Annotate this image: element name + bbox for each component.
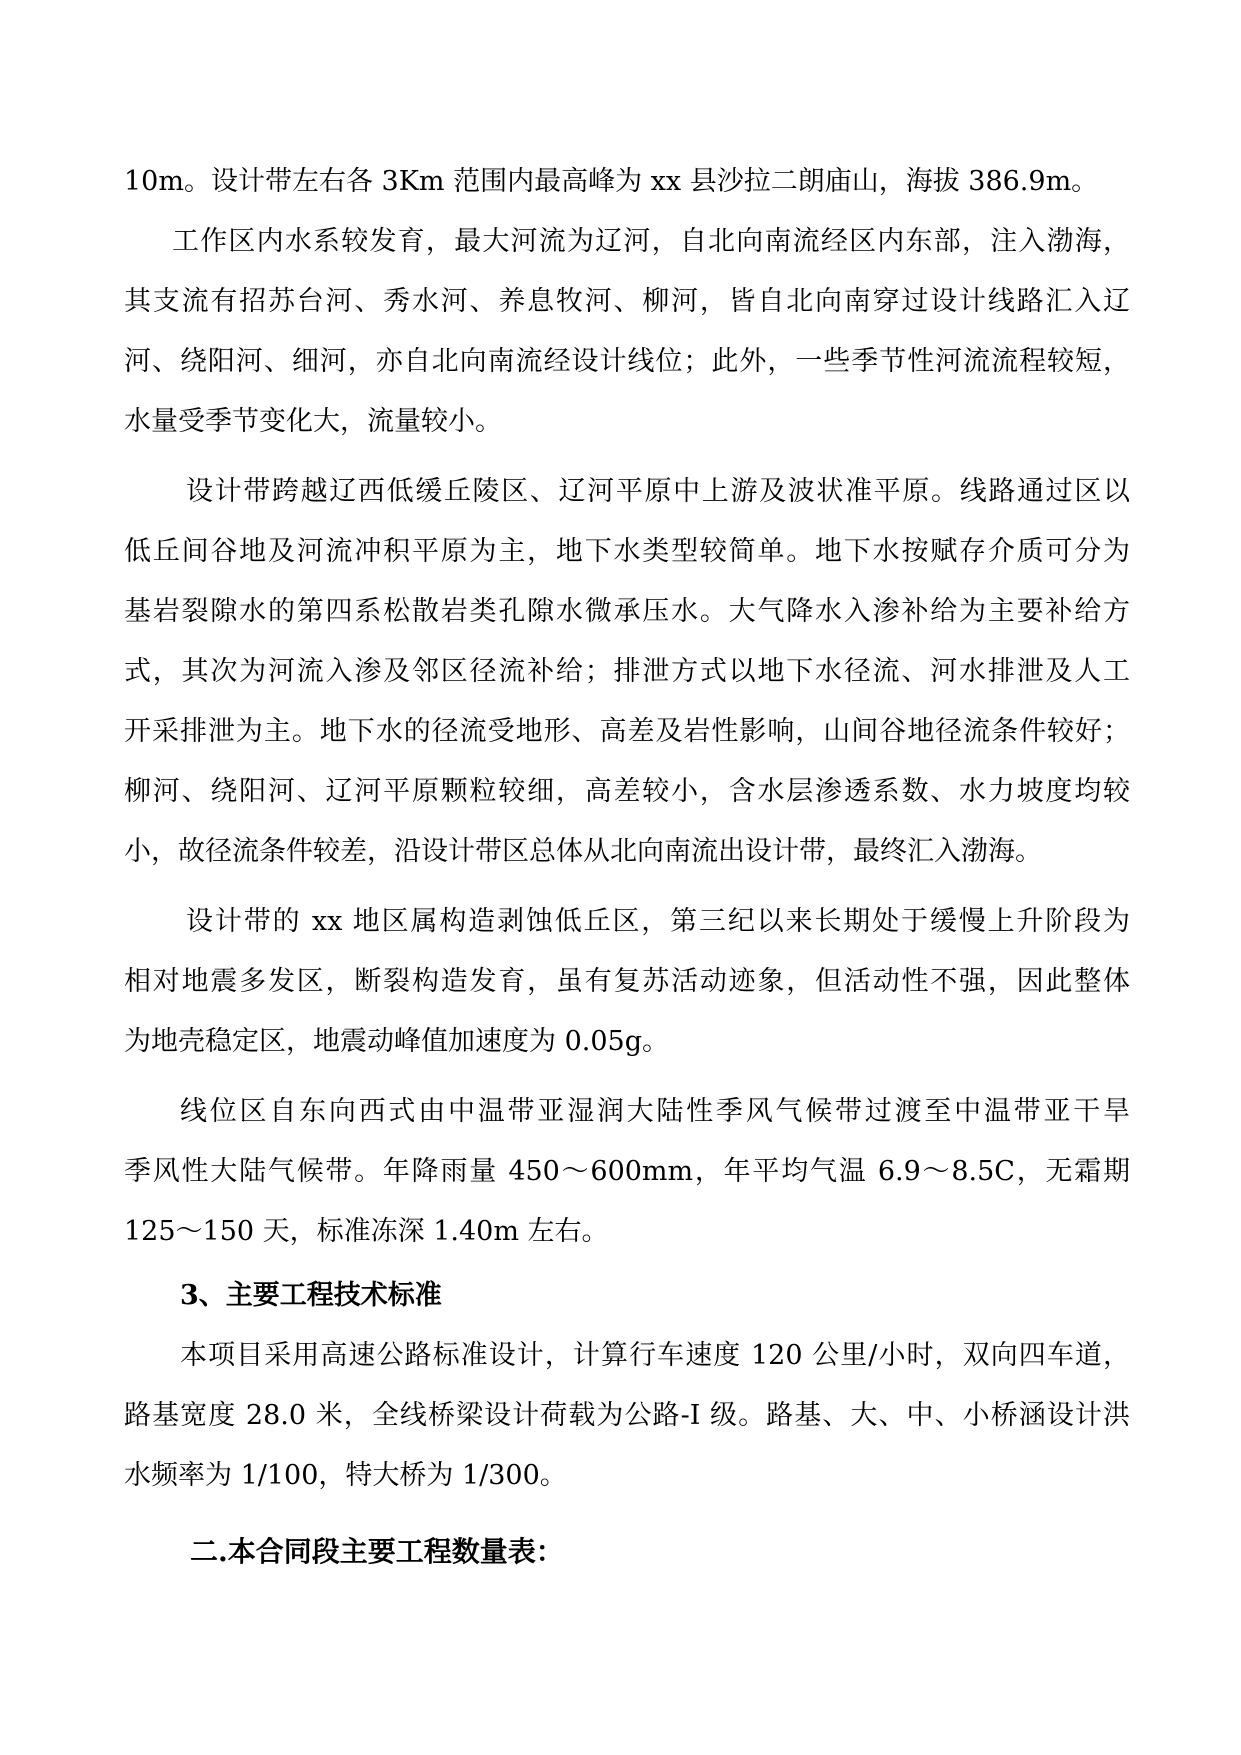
paragraph-line: 相对地震多发区，断裂构造发育，虽有复苏活动迹象，但活动性不强，因此整体 <box>124 966 1130 997</box>
paragraph-line: 路基宽度 28.0 米，全线桥梁设计荷载为公路-I 级。路基、大、中、小桥涵设计洪 <box>124 1400 1130 1431</box>
paragraph-line: 低丘间谷地及河流冲积平原为主，地下水类型较简单。地下水按赋存介质可分为 <box>124 536 1130 567</box>
paragraph-line: 水频率为 1/100，特大桥为 1/300。 <box>124 1460 567 1491</box>
paragraph-line: 线位区自东向西式由中温带亚湿润大陆性季风气候带过渡至中温带亚干旱 <box>180 1096 1130 1127</box>
paragraph-line: 125～150 天，标准冻深 1.40m 左右。 <box>124 1216 609 1247</box>
paragraph-line: 河、绕阳河、细河，亦自北向南流经设计线位；此外，一些季节性河流流程较短， <box>124 346 1130 377</box>
paragraph-line: 基岩裂隙水的第四系松散岩类孔隙水微承压水。大气降水入渗补给为主要补给方 <box>124 596 1130 627</box>
paragraph-line: 设计带跨越辽西低缓丘陵区、辽河平原中上游及波状准平原。线路通过区以 <box>186 476 1130 507</box>
paragraph-line: 柳河、绕阳河、辽河平原颗粒较细，高差较小，含水层渗透系数、水力坡度均较 <box>124 776 1130 807</box>
paragraph-line: 本项目采用高速公路标准设计，计算行车速度 120 公里/小时，双向四车道， <box>180 1340 1130 1371</box>
paragraph-line: 其支流有招苏台河、秀水河、养息牧河、柳河，皆自北向南穿过设计线路汇入辽 <box>124 286 1130 317</box>
paragraph-line: 开采排泄为主。地下水的径流受地形、高差及岩性影响，山间谷地径流条件较好； <box>124 716 1130 747</box>
paragraph-line: 小，故径流条件较差，沿设计带区总体从北向南流出设计带，最终汇入渤海。 <box>124 836 1042 867</box>
paragraph-line: 设计带的 xx 地区属构造剥蚀低丘区，第三纪以来长期处于缓慢上升阶段为 <box>186 906 1130 937</box>
paragraph-line: 10m。设计带左右各 3Km 范围内最高峰为 xx 县沙拉二朗庙山，海拔 386.9m。 <box>124 166 1099 197</box>
paragraph-line: 季风性大陆气候带。年降雨量 450～600mm，年平均气温 6.9～8.5C，无霜期 <box>124 1156 1130 1187</box>
paragraph-line: 式，其次为河流入渗及邻区径流补给；排泄方式以地下水径流、河水排泄及人工 <box>124 656 1130 687</box>
paragraph-line: 为地壳稳定区，地震动峰值加速度为 0.05g。 <box>124 1026 669 1057</box>
paragraph-line: 工作区内水系较发育，最大河流为辽河，自北向南流经区内东部，注入渤海， <box>172 226 1130 257</box>
paragraph-line: 水量受季节变化大，流量较小。 <box>124 406 502 437</box>
section-heading: 3、主要工程技术标准 <box>180 1280 442 1311</box>
section-heading: 二.本合同段主要工程数量表： <box>190 1535 564 1568</box>
